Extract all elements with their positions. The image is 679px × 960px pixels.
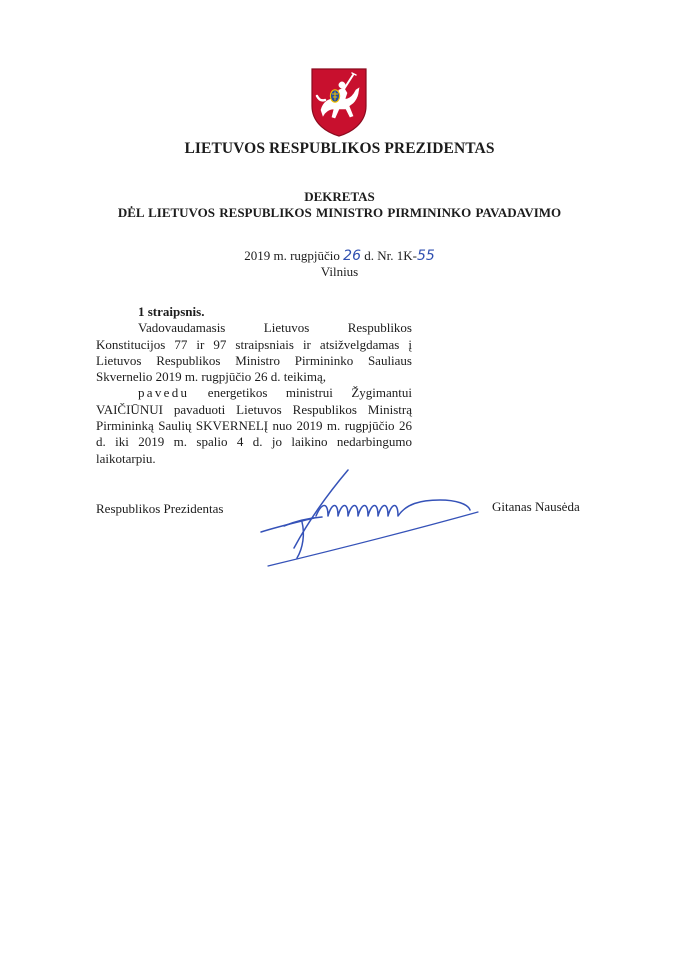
handwritten-number: 55 [416, 248, 435, 264]
article-paragraph-2-text: energetikos ministrui Žygimantui VAIČIŪNUI pavaduoti Lietuvos Respublikos Ministrą Pirmininką Saulių SKVERNELĮ nuo 2019 m. rugpjūčio 26 d. iki 2019 m. spalio 4 d. jo laikino nedarbingumo laikotarpiu. [96, 385, 412, 466]
signatory-name: Gitanas Nausėda [492, 499, 580, 514]
number-prefix: d. Nr. 1K- [364, 248, 417, 263]
coat-of-arms-icon [309, 66, 369, 138]
place: Vilnius [320, 264, 359, 279]
article-paragraph-1: Vadovaudamasis Lietuvos Respublikos Konstitucijos 77 ir 97 straipsniais ir atsižvelgdamas į Lietuvos Respublikos Ministro Pirmininko Sauliaus Skvernelio 2019 m. rugpjūčio 26 d. teikimą, [96, 320, 412, 385]
handwritten-signature [256, 460, 486, 570]
decree-verb: pavedu [138, 385, 190, 401]
article-paragraph-2 [96, 385, 412, 466]
handwritten-day: 26 [343, 248, 361, 264]
signatory-title: Respublikos Prezidentas [96, 501, 224, 516]
issuer-title: LIETUVOS RESPUBLIKOS PREZIDENTAS [184, 140, 495, 157]
article-heading: 1 straipsnis. [138, 304, 205, 319]
decree-body [96, 304, 412, 467]
dateline [0, 248, 679, 264]
date-prefix: 2019 m. rugpjūčio [244, 248, 340, 263]
document-subject: DĖL LIETUVOS RESPUBLIKOS MINISTRO PIRMININKO PAVADAVIMO [117, 205, 562, 220]
document-type: DEKRETAS [304, 189, 375, 204]
